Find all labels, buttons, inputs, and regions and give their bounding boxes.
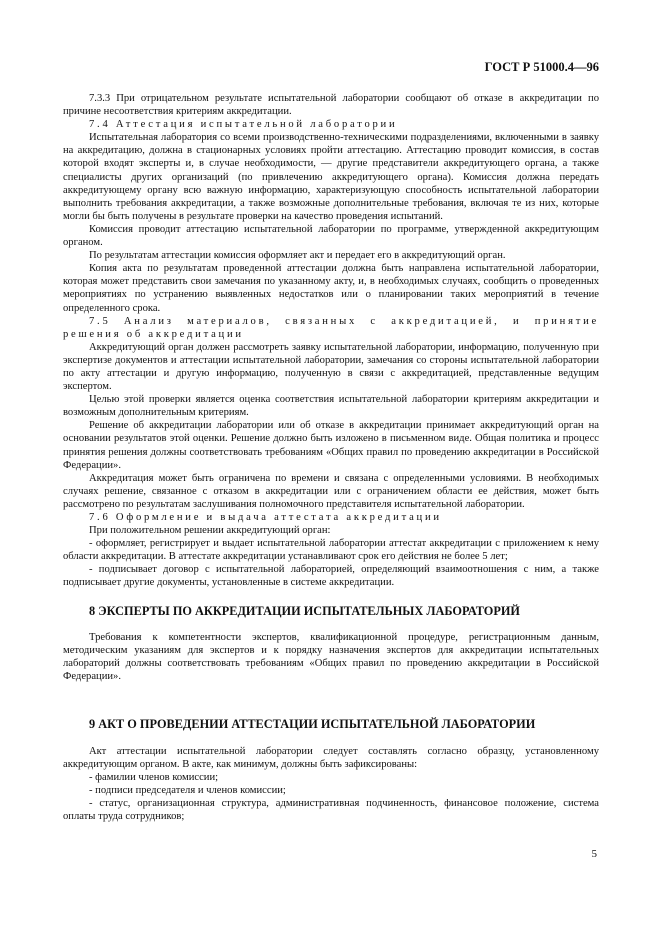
paragraph: Целью этой проверки является оценка соответствия испытательной лаборатории критериям аккредитации и возможным дополнительным критериям. <box>63 394 599 419</box>
paragraph: По результатам аттестации комиссия оформляет акт и передает его в аккредитующий орган. <box>89 250 506 262</box>
section-8-text: Требования к компетентности экспертов, квалификационной процедуре, регистрационным данным, методическим указаниям для экспертов и к порядку назначения экспертов для аккредитации испытательных лабораторий должны соответствовать требованиям «Общих правил по проведению аккредитации в Российской Федерации». <box>63 631 599 682</box>
subsection-heading-7-6: 7.6 Оформление и выдача аттестата аккредитации <box>89 512 442 523</box>
page-number: 5 <box>591 848 597 860</box>
subsection-heading-7-4: 7.4 Аттестация испытательной лаборатории <box>89 119 398 131</box>
paragraph: Комиссия проводит аттестацию испытательной лаборатории по программе, утвержденной аккредитующим органом. <box>63 223 599 249</box>
subsection-heading-7-5: 7.5 Анализ материалов, связанных с аккредитацией, и принятие решения об аккредитации <box>63 315 599 340</box>
list-item: - фамилии членов комиссии; <box>89 772 219 784</box>
list-item: - подписи председателя и членов комиссии; <box>89 785 286 797</box>
paragraph: Решение об аккредитации лаборатории или об отказе в аккредитации принимает аккредитующий орган на основании результатов этой оценки. Решение должно быть изложено в письменном виде. Общая политика и процесс принятия решения должны соответствовать требованиям «Общих правил по проведению аккредитации в Российской Федерации». <box>63 420 599 471</box>
paragraph-7-3-3: 7.3.3 При отрицательном результате испытательной лаборатории сообщают об отказе в аккредитации по причине несоответствия критериям аккредитации. <box>63 93 599 118</box>
list-item: - подписывает договор с испытательной лабораторией, определяющий взаимоотношения с ним, а также подписывает другие документы, установленные в системе аккредитации. <box>63 564 599 589</box>
paragraph: Испытательная лаборатория со всеми производственно-техническими подразделениями, включенными в заявку на аккредитацию, должна в стационарных условиях пройти аттестацию. Аттестацию проводит комиссия, в состав которой входят эксперты и, в случае необходимости, — другие представители аккредитующего органа, а также специалисты других организаций (по привлечению аккредитующего органа). Комиссия должна передать аккредитующему органу всю важную информацию, характеризующую способность испытательной лаборатории выполнить требования аккредитации, а также возможные дополнительные требования, включая те из них, которые могли бы быть получены в результате проверки на качество проведения испытаний. <box>63 132 599 222</box>
list-item: - статус, организационная структура, административная подчиненность, финансовое положение, система оплаты труда сотрудников; <box>63 798 599 823</box>
paragraph: Копия акта по результатам проведенной аттестации должна быть направлена испытательной лаборатории, которая может представить свои замечания по указанному акту, и, в необходимых случаях, сообщить о проведенных мероприятиях по устранению выявленных недостатков или о планировании таких мероприятий в течение определенного срока. <box>63 263 599 314</box>
section-heading-8: 8 ЭКСПЕРТЫ ПО АККРЕДИТАЦИИ ИСПЫТАТЕЛЬНЫХ ЛАБОРАТОРИЙ <box>89 603 520 618</box>
paragraph: Аккредитация может быть ограничена по времени и связана с определенными условиями. В необходимых случаях решение, связанное с отказом в аккредитации или с ограничением области ее действия, может быть рассмотрено по результатам заслушивания полномочного представителя испытательной лаборатории. <box>63 472 599 510</box>
page-content <box>63 92 599 824</box>
list-item: - оформляет, регистрирует и выдает испытательной лаборатории аттестат аккредитации с приложением к нему области аккредитации. В аттестате аккредитации устанавливают срок его действия не более 5 лет; <box>63 538 599 563</box>
paragraph: Аккредитующий орган должен рассмотреть заявку испытательной лаборатории, информацию, полученную при экспертизе документов и аттестации испытательной лаборатории, замечания со стороны испытательной лаборатории по акту аттестации и другую информацию, полученную в связи с аккредитацией, представленные ведущим экспертом. <box>63 341 599 393</box>
document-id: ГОСТ Р 51000.4—96 <box>484 60 599 74</box>
section-heading-9: 9 АКТ О ПРОВЕДЕНИИ АТТЕСТАЦИИ ИСПЫТАТЕЛЬНОЙ ЛАБОРАТОРИИ <box>89 716 536 731</box>
paragraph: Акт аттестации испытательной лаборатории следует составлять согласно образцу, установленному аккредитующим органом. В акте, как минимум, должны быть зафиксированы: <box>63 745 599 771</box>
paragraph: При положительном решении аккредитующий орган: <box>89 525 331 537</box>
